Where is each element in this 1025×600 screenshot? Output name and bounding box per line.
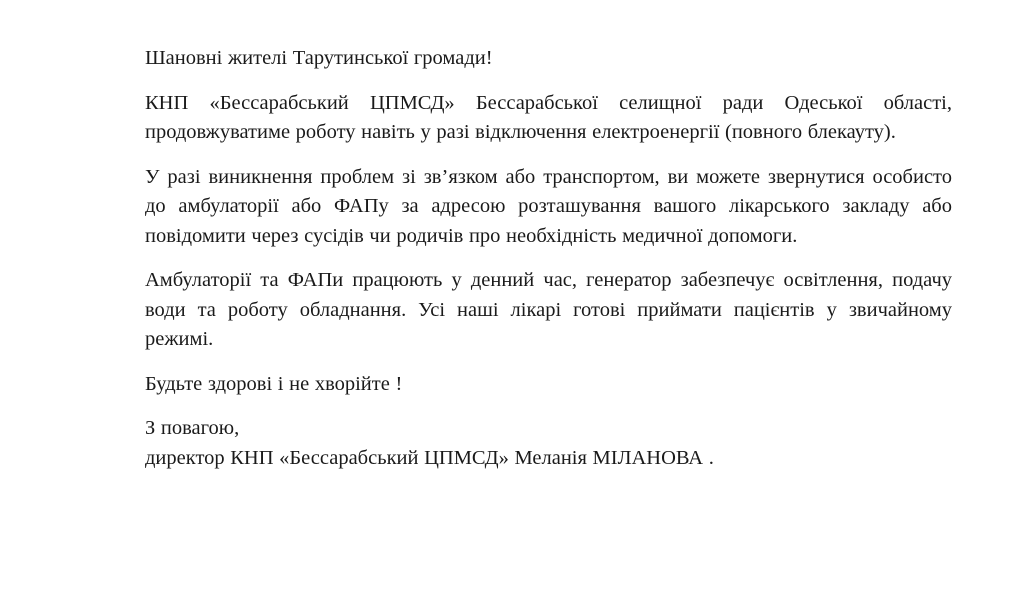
signature-line: директор КНП «Бессарабський ЦПМСД» Меланія МІЛАНОВА . bbox=[145, 446, 714, 469]
closing-line: З повагою, bbox=[145, 417, 240, 439]
announcement-document bbox=[145, 44, 952, 488]
greeting-line: Шановні жителі Тарутинської громади! bbox=[145, 47, 493, 69]
wish-line: Будьте здорові і не хворійте ! bbox=[145, 372, 403, 395]
paragraph-working-hours: Амбулаторії та ФАПи працюють у денний час, генератор забезпечує освітлення, подачу води та роботу обладнання. Усі наші лікарі готові приймати пацієнтів у звичайному режимі. bbox=[145, 269, 952, 350]
signature-block bbox=[145, 414, 952, 473]
paragraph-blackout-operation: КНП «Бессарабський ЦПМСД» Бессарабської селищної ради Одеської області, продовжуватиме роботу навіть у разі відключення електроенергії (повного блекауту). bbox=[145, 91, 952, 143]
paragraph-communication-problems: У разі виникнення проблем зі зв’язком або транспортом, ви можете звернутися особисто до амбулаторії або ФАПу за адресою розташування вашого лікарського закладу або повідомити через сусідів чи родичів про необхідність медичної допомоги. bbox=[145, 165, 952, 247]
